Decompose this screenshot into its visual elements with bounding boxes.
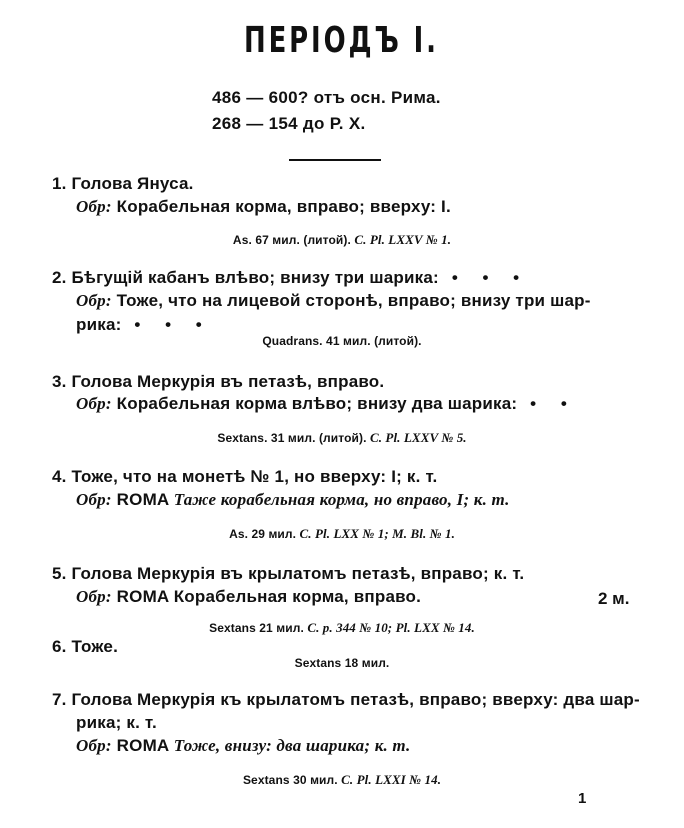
obverse-label: Обр: [76,490,112,509]
entry-4-caption [0,526,684,542]
entry-desc-text: Тоже, что на монетѣ № 1, но вверху: I; к. т. [71,467,438,486]
obverse-text-cont: рика: [76,315,122,334]
obverse-text: Корабельная корма влѣво; внизу два шарика: [116,394,518,413]
entry-5-count: 2 м. [598,589,630,608]
entry-number: 6. [52,637,67,656]
obverse-text: Корабельная корма, вправо; вверху: I. [116,197,451,216]
entry-1-description [52,174,194,194]
entry-7-description-cont [76,713,157,733]
entry-3-description [52,372,384,392]
entry-5-caption [0,620,684,636]
caption-denomination: As. 67 мил. (литой). [232,233,351,247]
entry-3-caption [0,430,684,446]
obverse-label: Обр: [76,587,112,606]
entry-number: 2. [52,268,67,287]
date-range-bc: 268 — 154 до Р. Х. [212,114,366,133]
entry-1-obverse [76,197,451,217]
entry-5-description [52,564,524,584]
entry-2-description [52,268,529,288]
date-range-rome: 486 — 600? отъ осн. Рима. [212,88,441,107]
caption-reference: C. Pl. LXX № 1; M. Bl. № 1. [299,526,455,541]
caption-denomination: As. 29 мил. [229,527,297,541]
entry-desc-text: Тоже. [71,637,118,656]
obverse-label: Обр: [76,736,112,755]
entry-number: 3. [52,372,67,391]
obverse-legend: ROMA [116,490,169,509]
entry-number: 5. [52,564,67,583]
entry-5-obverse [76,587,421,607]
dots-marks: • • • [451,268,530,287]
entry-desc-text-cont: рика; к. т. [76,713,157,732]
entry-7-obverse [76,736,411,756]
entry-7-caption [0,772,684,788]
entry-6-description [52,637,118,657]
entry-desc-text: Голова Меркурія въ петазѣ, вправо. [71,372,385,391]
entry-number: 7. [52,690,67,709]
entry-desc-text: Бѣгущій кабанъ влѣво; внизу три шарика: [71,268,439,287]
obverse-text: Корабельная корма, вправо. [173,587,422,606]
caption-denomination: Sextans 30 мил. [242,773,338,787]
page-number: 1 [578,790,587,807]
entry-number: 1. [52,174,67,193]
caption-denomination: Quadrans. 41 мил. (литой). [262,334,422,348]
caption-reference: C. Pl. LXXV № 1. [354,232,452,247]
obverse-legend: ROMA [116,587,169,606]
caption-denomination: Sextans 21 мил. [209,621,304,635]
entry-desc-text: Голова Меркурія въ крылатомъ петазѣ, вправо; к. т. [71,564,525,583]
entry-2-caption [0,334,684,348]
entry-2-obverse [76,291,591,311]
entry-6-caption [0,656,684,670]
entry-desc-text: Голова Януса. [71,174,194,193]
entry-desc-text: Голова Меркурія къ крылатомъ петазѣ, вправо; вверху: два шар- [71,690,640,709]
caption-reference: C. p. 344 № 10; Pl. LXX № 14. [307,620,475,635]
caption-reference: C. Pl. LXXI № 14. [341,772,442,787]
page-title: ПЕРІОДЪ I. [244,20,439,61]
entry-2-obverse-cont [76,315,212,335]
entry-7-description [52,690,640,710]
entry-4-description [52,467,437,487]
obverse-text: Тоже, что на лицевой сторонѣ, вправо; внизу три шар- [116,291,591,310]
caption-reference: C. Pl. LXXV № 5. [369,430,467,445]
dots-marks: • • [530,394,577,413]
obverse-label: Обр: [76,394,112,413]
entry-1-caption [0,232,684,248]
entry-number: 4. [52,467,67,486]
entry-4-obverse [76,490,510,510]
entry-3-obverse [76,394,577,414]
caption-denomination: Sextans 18 мил. [294,656,390,670]
obverse-legend: ROMA [116,736,169,755]
section-divider [289,159,381,161]
obverse-label: Обр: [76,291,112,310]
obverse-text: Тоже, внизу: два шарика; к. т. [173,736,411,755]
obverse-label: Обр: [76,197,112,216]
dots-marks: • • • [134,315,212,334]
caption-denomination: Sextans. 31 мил. (литой). [217,431,367,445]
obverse-text: Таже корабельная корма, но вправо, I; к. т. [173,490,510,509]
